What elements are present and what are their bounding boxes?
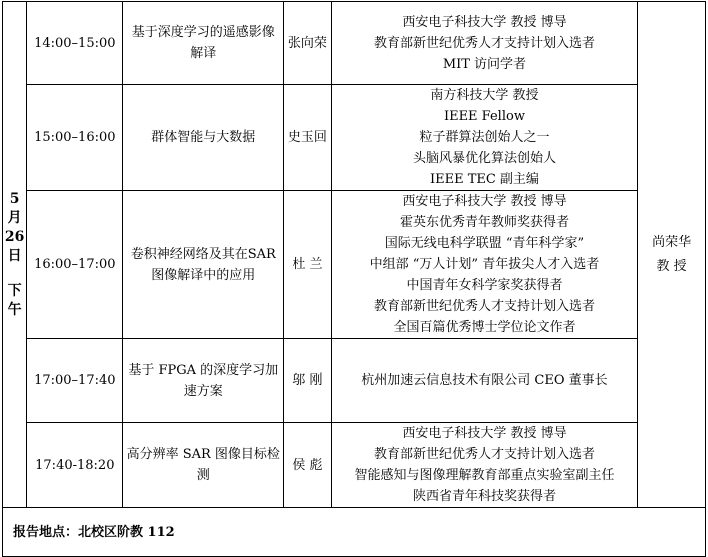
- date-cell: [3, 2, 27, 508]
- host-cell: [638, 2, 706, 508]
- host-title: 教 授: [656, 258, 687, 274]
- date-label: [3, 190, 26, 320]
- speaker-info: 西安电子科技大学 教授 博导 教育部新世纪优秀人才支持计划入选者 MIT 访问学者: [331, 2, 637, 85]
- host-name: 尚荣华: [652, 234, 692, 250]
- session-time: 17:40-18:20: [27, 423, 123, 508]
- session-title: 群体智能与大数据: [123, 85, 284, 191]
- location-text: 报告地点：北校区阶教 112: [3, 508, 706, 557]
- session-title: 基于 FPGA 的深度学习加速方案: [123, 339, 284, 423]
- session-title: 基于深度学习的遥感影像解译: [123, 2, 284, 85]
- date-part: 5: [9, 190, 20, 207]
- table-row: [3, 339, 706, 423]
- session-title: 高分辨率 SAR 图像目标检测: [123, 423, 284, 508]
- date-part: 下: [7, 282, 22, 299]
- session-speaker: 杜 兰: [284, 191, 332, 339]
- session-speaker: 史玉回: [284, 85, 332, 191]
- host-label: [640, 231, 703, 279]
- date-part: 月: [7, 209, 22, 226]
- table-row: [3, 191, 706, 339]
- session-time: 15:00–16:00: [27, 85, 123, 191]
- date-part: 日: [7, 247, 22, 264]
- speaker-info: 西安电子科技大学 教授 博导 教育部新世纪优秀人才支持计划入选者 智能感知与图像理解教育部重点实验室副主任 陕西省青年科技奖获得者: [331, 423, 637, 508]
- table-row: [3, 423, 706, 508]
- speaker-info: 杭州加速云信息技术有限公司 CEO 董事长: [331, 339, 637, 423]
- session-speaker: 邬 刚: [284, 339, 332, 423]
- session-title: 卷积神经网络及其在SAR 图像解译中的应用: [123, 191, 284, 339]
- date-part: 26: [4, 228, 25, 245]
- speaker-info: 西安电子科技大学 教授 博导 霍英东优秀青年教师奖获得者 国际无线电科学联盟 “青年科学家” 中组部 “万人计划” 青年拔尖人才入选者 中国青年女科学家奖获得者 教育部新世纪优秀人才支持计划入选者 全国百篇优秀博士学位论文作者: [331, 191, 637, 339]
- speaker-info: 南方科技大学 教授 IEEE Fellow 粒子群算法创始人之一 头脑风暴优化算法创始人 IEEE TEC 副主编: [331, 85, 637, 191]
- table-row: [3, 85, 706, 191]
- session-time: 16:00–17:00: [27, 191, 123, 339]
- table-row: [3, 2, 706, 85]
- schedule-table: [2, 1, 706, 557]
- session-speaker: 侯 彪: [284, 423, 332, 508]
- session-speaker: 张向荣: [284, 2, 332, 85]
- date-part: 午: [7, 301, 22, 318]
- session-time: 17:00–17:40: [27, 339, 123, 423]
- location-row: [3, 508, 706, 557]
- session-time: 14:00–15:00: [27, 2, 123, 85]
